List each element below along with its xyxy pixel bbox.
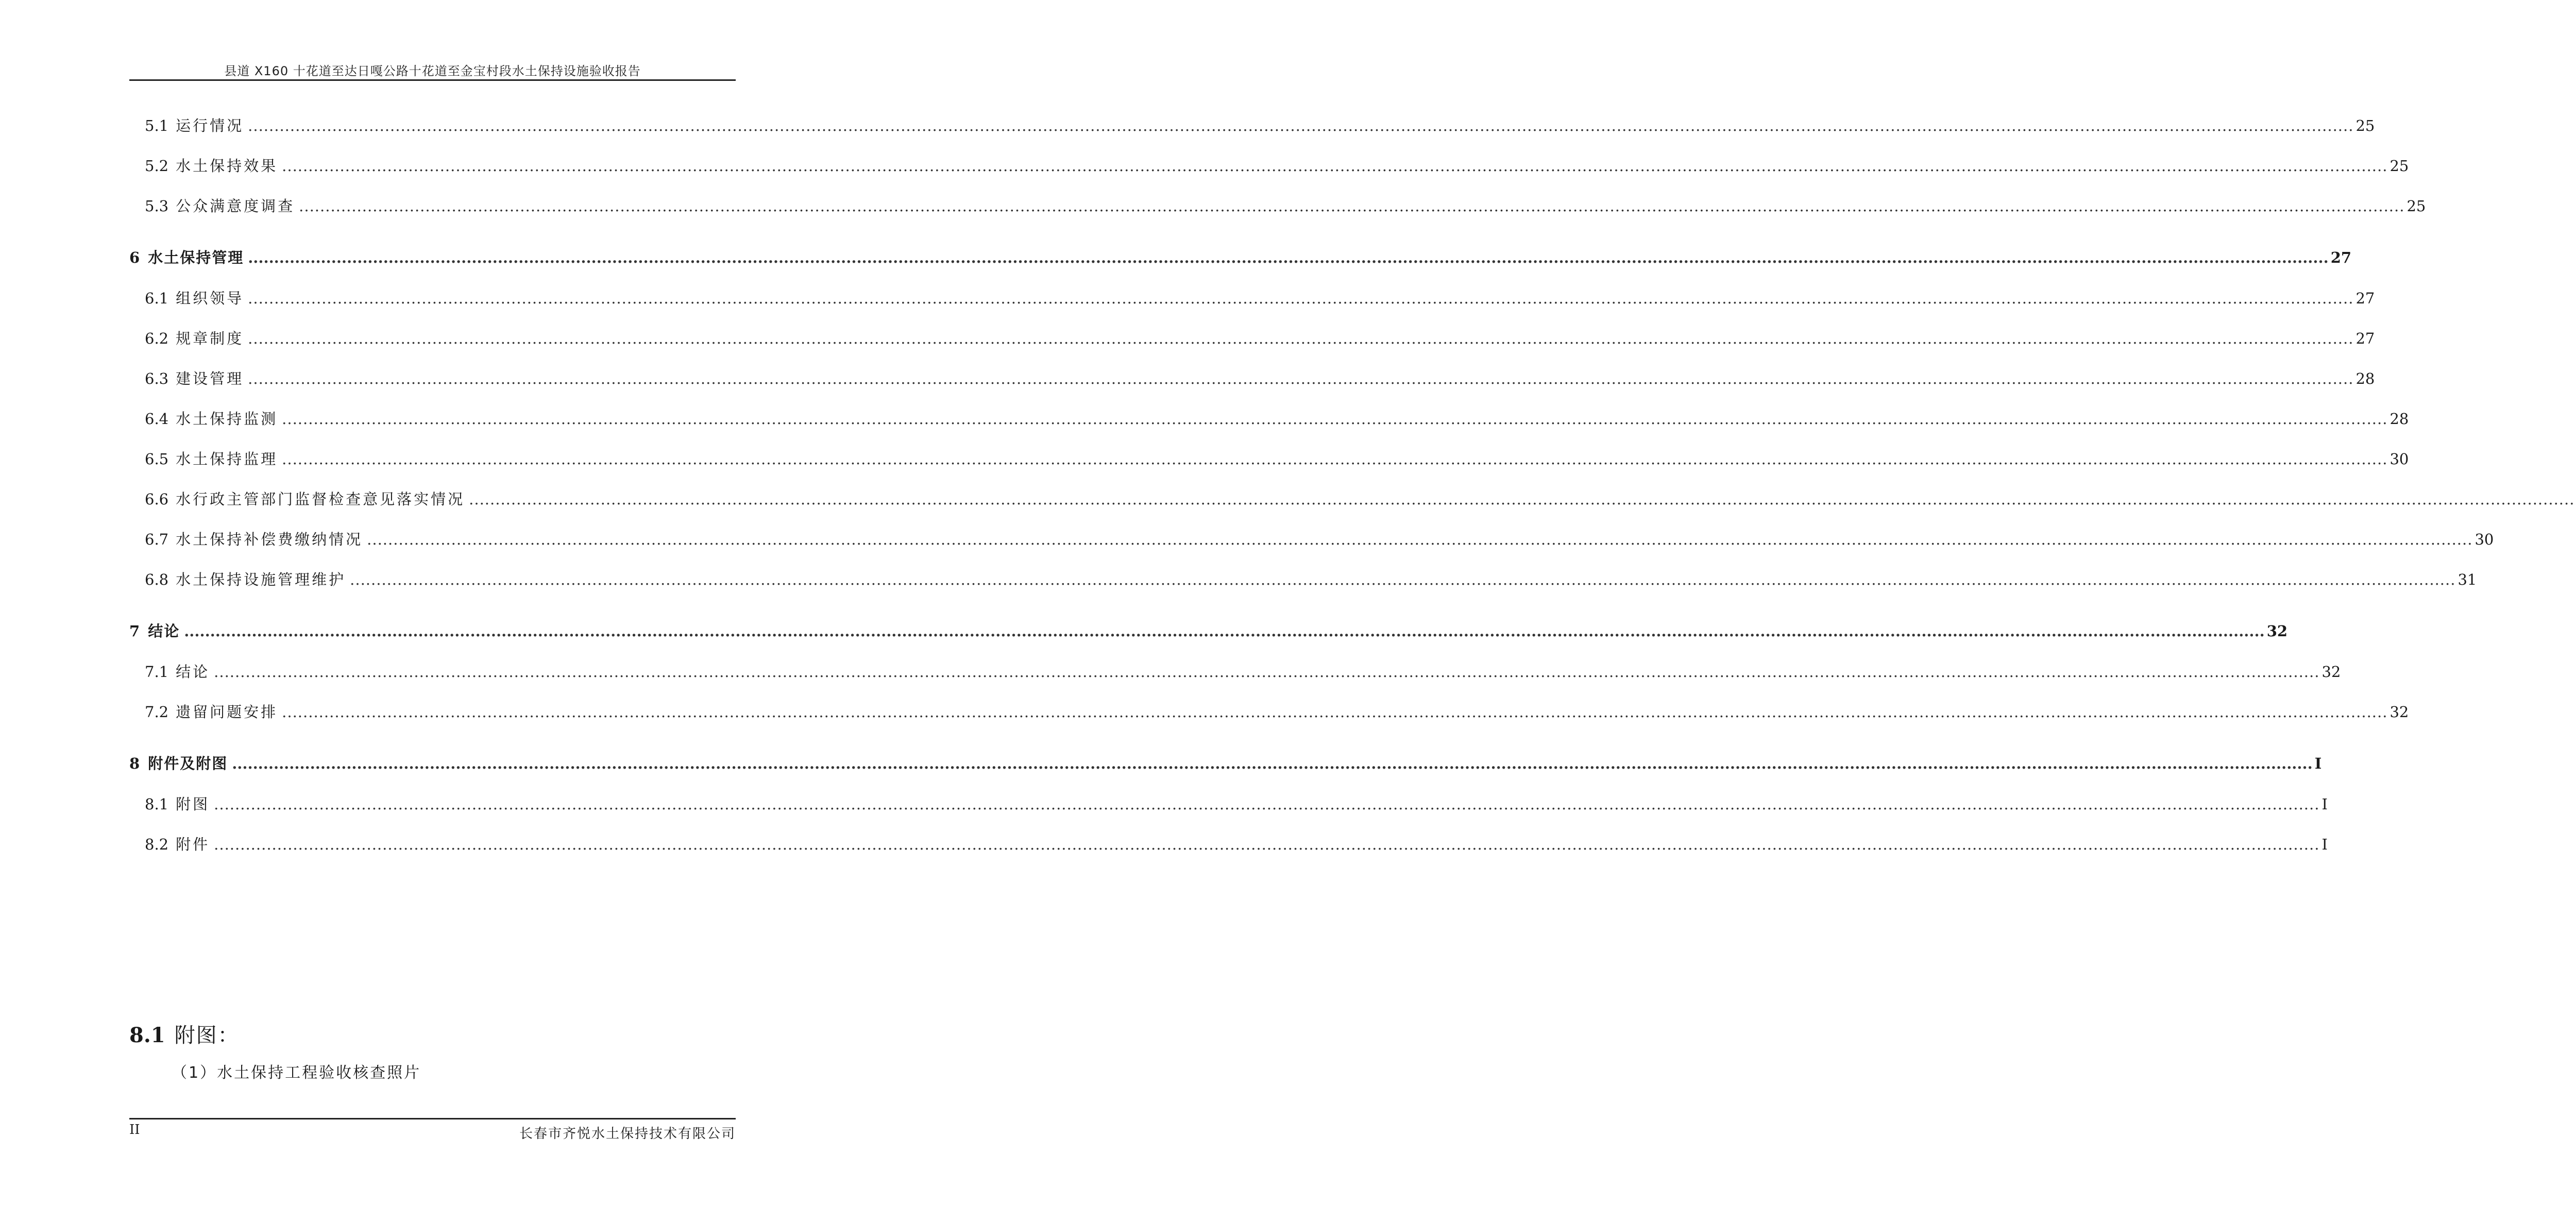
toc-entry-page: 25 (2355, 117, 2375, 134)
toc-chapter-row[interactable] (129, 246, 2352, 287)
toc-dot-leader: ................................................................................................................................................................................................................................................................................................................................................................................................................ (299, 197, 2405, 215)
toc-entry-title: 水土保持监测 (176, 410, 278, 428)
header-rule (129, 79, 736, 81)
toc-entry-number: 6.6 (145, 490, 169, 508)
toc-dot-leader: ................................................................................................................................................................................................................................................................................................................................................................................................................ (350, 571, 2456, 588)
toc-entry-title: 附件 (176, 836, 210, 853)
toc-dot-leader: ................................................................................................................................................................................................................................................................................................................................................................................................................ (248, 330, 2354, 347)
toc-section-row[interactable] (129, 833, 2328, 873)
toc-section-row[interactable] (129, 568, 2477, 608)
toc-entry-page: 25 (2406, 197, 2426, 215)
toc-dot-leader: ................................................................................................................................................................................................................................................................................................................................................................................................................ (248, 370, 2354, 387)
toc-section-row[interactable] (129, 660, 2341, 701)
toc-entry-title: 结论 (176, 663, 210, 681)
toc-entry-number: 8.1 (145, 795, 169, 813)
toc-dot-leader: ................................................................................................................................................................................................................................................................................................................................................................................................................ (214, 795, 2320, 813)
toc-entry-title: 规章制度 (176, 330, 244, 347)
toc-entry-page: I (2314, 755, 2322, 772)
toc-entry-number: 8.2 (145, 836, 169, 853)
toc-entry-number: 6.7 (145, 531, 169, 548)
toc-entry-page: 27 (2330, 249, 2352, 266)
toc-entry-title: 水土保持设施管理维护 (176, 571, 346, 588)
footer-rule (129, 1118, 736, 1119)
toc-entry-number: 8 (129, 755, 140, 772)
toc-entry-number: 5.1 (145, 117, 169, 134)
toc-entry-number: 7.2 (145, 703, 169, 721)
toc-dot-leader: ................................................................................................................................................................................................................................................................................................................................................................................................................ (214, 836, 2320, 853)
toc-entry-number: 6.3 (145, 370, 169, 387)
company-name: 长春市齐悦水土保持技术有限公司 (519, 1126, 736, 1142)
attachment-item: （1）水土保持工程验收核查照片 (172, 1064, 421, 1082)
toc-section-row[interactable] (129, 195, 2426, 235)
toc-section-row[interactable] (129, 793, 2328, 833)
toc-section-row[interactable] (129, 701, 2409, 741)
toc-dot-leader: ................................................................................................................................................................................................................................................................................................................................................................................................................ (248, 117, 2354, 134)
toc-section-row[interactable] (129, 155, 2409, 195)
section-title: 附图： (174, 1024, 240, 1047)
toc-entry-title: 结论 (148, 622, 180, 640)
toc-entry-number: 6.8 (145, 571, 169, 588)
toc-dot-leader: ................................................................................................................................................................................................................................................................................................................................................................................................................ (367, 531, 2473, 548)
toc-chapter-row[interactable] (129, 752, 2322, 793)
toc-section-row[interactable] (129, 488, 2575, 528)
table-of-contents (129, 114, 2575, 873)
toc-entry-number: 6.4 (145, 410, 169, 428)
toc-entry-title: 水土保持效果 (176, 157, 278, 175)
toc-entry-title: 公众满意度调查 (176, 197, 295, 215)
toc-entry-page: 32 (2266, 622, 2288, 640)
toc-entry-page: 27 (2355, 330, 2375, 347)
toc-entry-title: 遗留问题安排 (176, 703, 278, 721)
toc-entry-title: 建设管理 (176, 370, 244, 387)
toc-dot-leader: ................................................................................................................................................................................................................................................................................................................................................................................................................ (184, 622, 2265, 640)
toc-dot-leader: ................................................................................................................................................................................................................................................................................................................................................................................................................ (282, 157, 2388, 175)
toc-entry-number: 5.2 (145, 157, 169, 175)
toc-entry-number: 6.2 (145, 330, 169, 347)
toc-entry-number: 6.5 (145, 450, 169, 468)
toc-entry-page: 31 (2458, 571, 2477, 588)
toc-section-row[interactable] (129, 528, 2494, 568)
toc-dot-leader: ................................................................................................................................................................................................................................................................................................................................................................................................................ (248, 290, 2354, 307)
toc-entry-title: 水土保持补偿费缴纳情况 (176, 531, 363, 548)
toc-dot-leader: ................................................................................................................................................................................................................................................................................................................................................................................................................ (469, 490, 2575, 508)
toc-section-row[interactable] (129, 327, 2375, 367)
toc-dot-leader: ................................................................................................................................................................................................................................................................................................................................................................................................................ (282, 450, 2388, 468)
toc-entry-page: 30 (2475, 531, 2494, 548)
toc-section-row[interactable] (129, 287, 2375, 327)
toc-entry-number: 7 (129, 622, 140, 640)
toc-entry-page: 32 (2321, 663, 2341, 681)
toc-entry-number: 6.1 (145, 290, 169, 307)
toc-entry-page: I (2321, 795, 2328, 813)
toc-entry-title: 组织领导 (176, 290, 244, 307)
toc-dot-leader: ................................................................................................................................................................................................................................................................................................................................................................................................................ (248, 249, 2329, 266)
toc-entry-title: 附件及附图 (148, 755, 228, 772)
toc-section-row[interactable] (129, 448, 2409, 488)
toc-entry-title: 水土保持管理 (148, 249, 244, 266)
toc-entry-page: 30 (2389, 450, 2409, 468)
toc-dot-leader: ................................................................................................................................................................................................................................................................................................................................................................................................................ (232, 755, 2313, 772)
toc-section-row[interactable] (129, 114, 2375, 155)
toc-entry-page: 28 (2389, 410, 2409, 428)
toc-section-row[interactable] (129, 367, 2375, 408)
toc-entry-page: 28 (2355, 370, 2375, 387)
toc-entry-number: 7.1 (145, 663, 169, 681)
toc-entry-title: 水土保持监理 (176, 450, 278, 468)
toc-chapter-row[interactable] (129, 620, 2288, 660)
section-heading (129, 1019, 240, 1048)
toc-entry-page: 27 (2355, 290, 2375, 307)
page-header-title: 县道 X160 十花道至达日嘎公路十花道至金宝村段水土保持设施验收报告 (224, 64, 641, 78)
toc-entry-number: 5.3 (145, 197, 169, 215)
toc-entry-title: 附图 (176, 795, 210, 813)
section-number: 8.1 (129, 1023, 165, 1047)
toc-entry-title: 水行政主管部门监督检查意见落实情况 (176, 490, 465, 508)
toc-dot-leader: ................................................................................................................................................................................................................................................................................................................................................................................................................ (282, 703, 2388, 721)
toc-entry-page: 32 (2389, 703, 2409, 721)
toc-entry-title: 运行情况 (176, 117, 244, 134)
toc-entry-page: I (2321, 836, 2328, 853)
toc-dot-leader: ................................................................................................................................................................................................................................................................................................................................................................................................................ (214, 663, 2320, 681)
page-number: II (129, 1122, 140, 1138)
toc-dot-leader: ................................................................................................................................................................................................................................................................................................................................................................................................................ (282, 410, 2388, 428)
toc-entry-page: 25 (2389, 157, 2409, 175)
toc-section-row[interactable] (129, 408, 2409, 448)
toc-entry-number: 6 (129, 249, 140, 266)
